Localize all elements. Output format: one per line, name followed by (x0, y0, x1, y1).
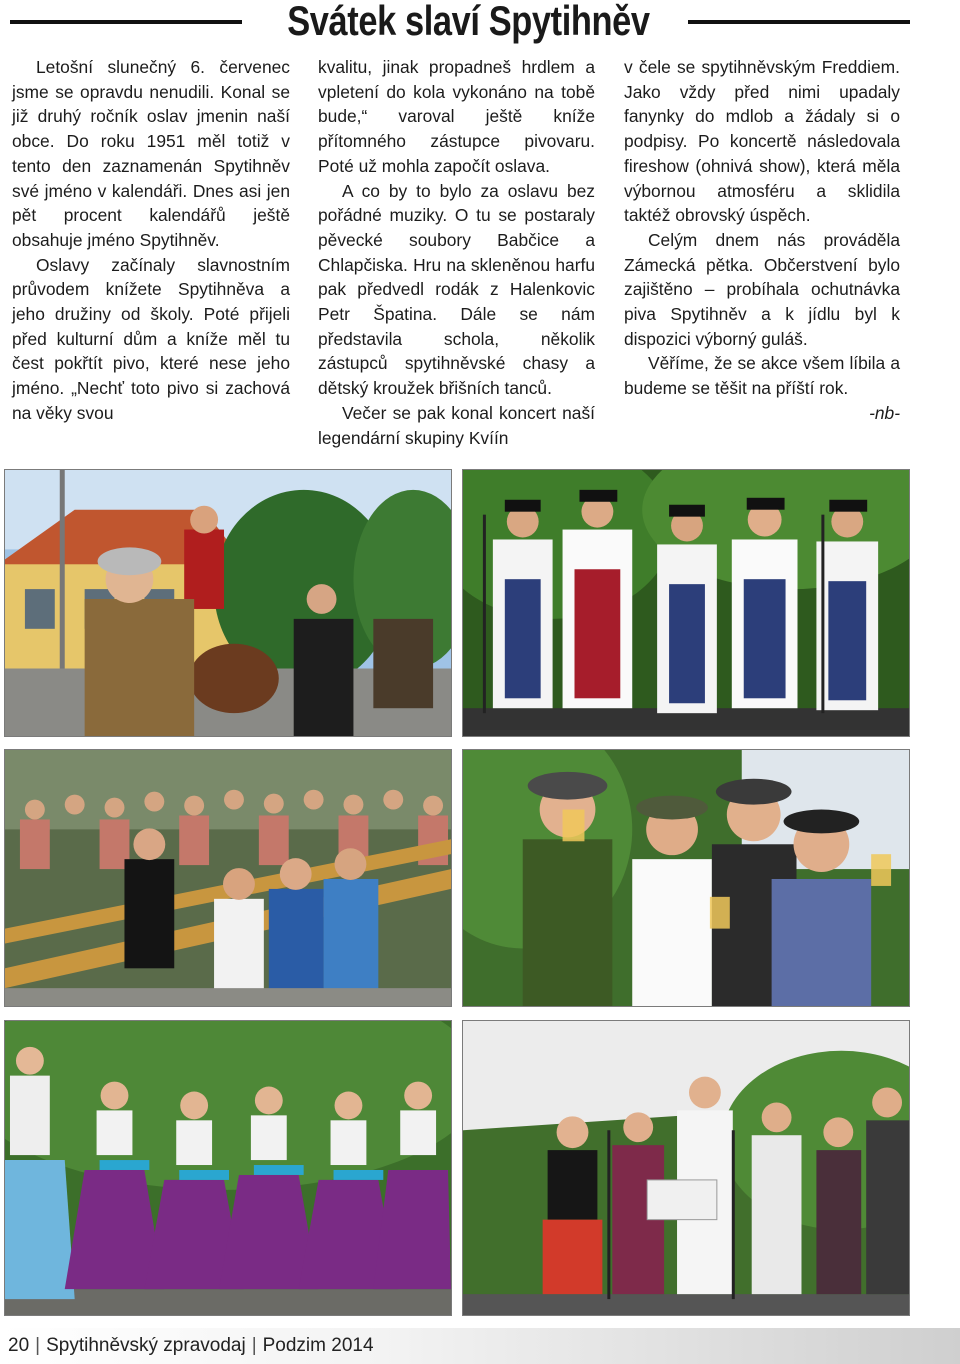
publication-name: Spytihněvský zpravodaj (46, 1335, 246, 1356)
article-paragraph: Celým dnem nás prováděla Zámecká pětka. Občerstvení bylo zajištěno – probíhala ochutnávka piva Spytihněv a k jídlu byl k dispozici výborný guláš. (624, 229, 900, 349)
issue-label: Podzim 2014 (262, 1335, 374, 1356)
title-rule-left (10, 20, 242, 24)
photo-audience (4, 749, 452, 1007)
article-paragraph: A co by to bylo za oslavu bez pořádné muziky. O tu se postaraly pěvecké soubory Babčice a Chlapčiska. Hru na skleněnou harfu pak předvedl rodák z Halenkovic Petr Špatina. Dále se nám představila schola, několik zástupců spytihněvské chasy a dětský kroužek břišních tanců. (318, 180, 595, 399)
article-column-2 (318, 55, 595, 450)
photo-band-beer (462, 749, 910, 1007)
footer-separator: | (251, 1335, 257, 1356)
page-footer (8, 1334, 374, 1358)
article-paragraph: kvalitu, jinak propadneš hrdlem a vpletení do kola vykonáno na tobě bude,“ varoval ještě kníže přítomného zástupce pivovaru. Poté už mohla započít oslava. (318, 57, 595, 176)
author-signature: -nb- (869, 402, 900, 423)
article-paragraph: Oslavy začínaly slavnostním průvodem knížete Spytihněva a jeho družiny od školy. Poté přijeli před kulturní dům a kníže měl tu čest pokřtít pivo, které nese jeho jméno. „Nechť toto pivo si zachová na věky svou (12, 254, 290, 423)
article-column-1 (12, 55, 290, 426)
title-rule-right (688, 20, 910, 24)
article-paragraph: Letošní slunečný 6. červenec jsme se opravdu nenudili. Konal se již druhý ročník oslav jmenin naší obce. Do roku 1951 měl totiž v tento den zaznamenán Spytihněv své jméno v kalendáři. Dnes asi jen pět procent kalendářů ještě obsahuje jméno Spytihněv. (12, 57, 290, 250)
page-number: 20 (8, 1335, 30, 1356)
photo-belly-dancers (4, 1020, 452, 1316)
page-title: Svátek slaví Spytihněv (287, 0, 650, 44)
article-paragraph: Věříme, že se akce všem líbila a budeme se těšit na příští rok. (624, 353, 900, 399)
article-column-3 (624, 55, 900, 426)
article-paragraph: v čele se spytihněvským Freddiem. Jako vždy před nimi upadaly fanynky do mdlob a žádaly si o podpisy. Po koncertě následovala fireshow (ohnivá show), která měla výbornou atmosféru a sklidila taktéž obrovský úspěch. (624, 57, 900, 226)
photo-schola (462, 1020, 910, 1316)
article-paragraph: Večer se pak konal koncert naší legendární skupiny Kvíín (318, 402, 595, 448)
footer-separator: | (35, 1335, 41, 1356)
photo-procession (4, 469, 452, 737)
photo-folk-singers (462, 469, 910, 737)
